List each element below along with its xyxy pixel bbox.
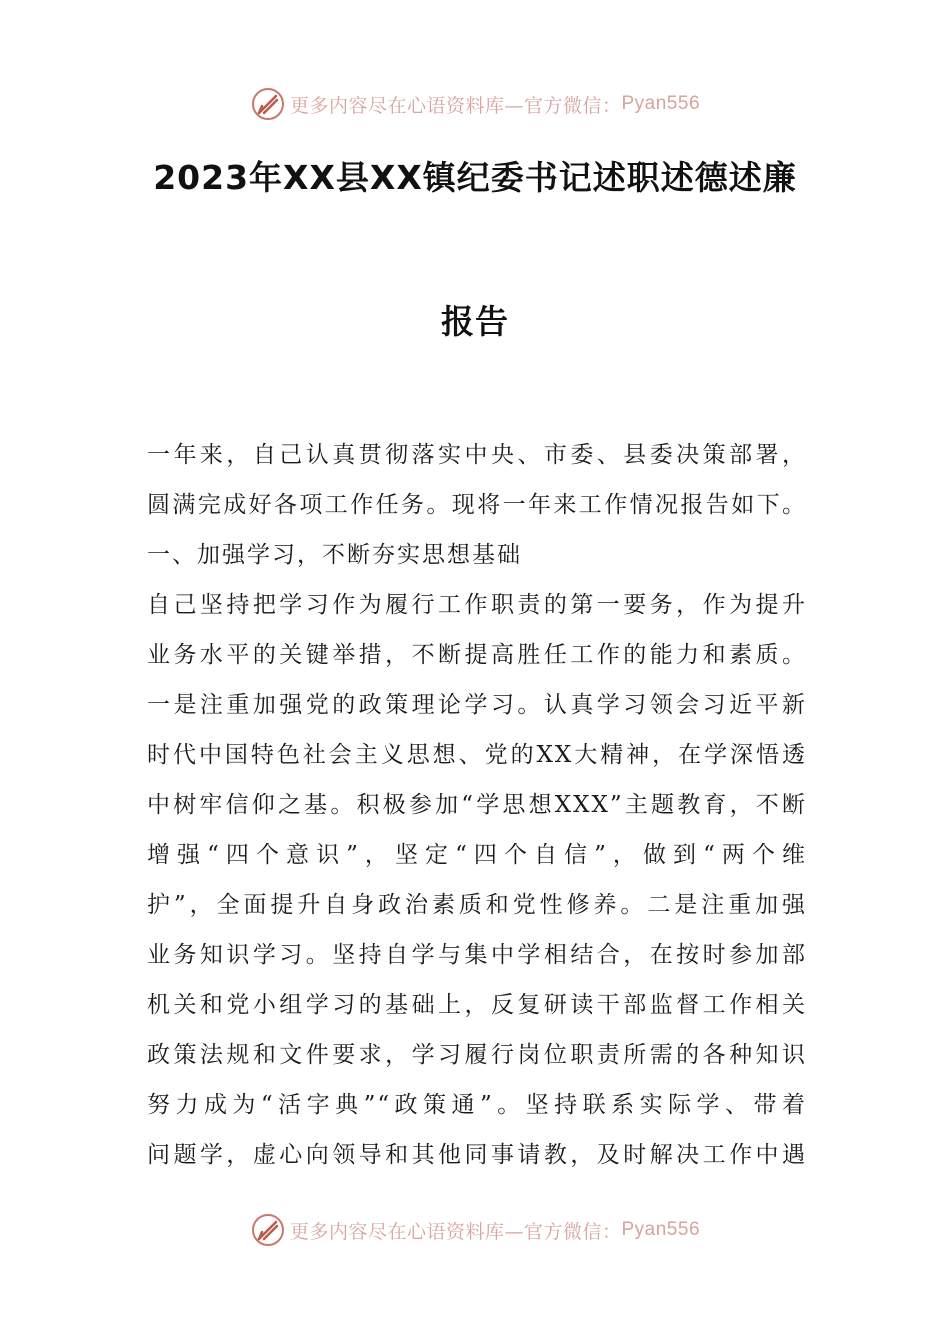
document-title-line-2: 报告 <box>441 302 509 341</box>
footer-watermark-banner <box>0 1210 950 1250</box>
body-line: 问题学，虚心向领导和其他同事请教，及时解决工作中遇 <box>147 1142 807 1168</box>
body-line: 中树牢信仰之基。积极参加“学思想XXX”主题教育，不断 <box>147 792 807 818</box>
section-heading: 一、加强学习，不断夯实思想基础 <box>147 542 522 568</box>
document-title-line-1: 2023年XX县XX镇纪委书记述职述德述廉 <box>153 158 797 197</box>
body-line: 增强“四个意识”，坚定“四个自信”，做到“两个维 <box>147 842 807 868</box>
body-line: 圆满完成好各项工作任务。现将一年来工作情况报告如下。 <box>147 492 807 518</box>
banner-text: 更多内容尽在心语资料库—官方微信： <box>289 94 622 117</box>
body-line: 业务知识学习。坚持自学与集中学相结合，在按时参加部 <box>147 942 807 968</box>
wechat-id: Pyan556 <box>621 1219 701 1240</box>
banner-text: 更多内容尽在心语资料库—官方微信： <box>289 1220 622 1243</box>
body-line: 机关和党小组学习的基础上，反复研读干部监督工作相关 <box>147 992 807 1018</box>
body-line: 一是注重加强党的政策理论学习。认真学习领会习近平新 <box>147 692 807 718</box>
document-body <box>147 430 807 1180</box>
body-line: 业务水平的关键举措，不断提高胜任工作的能力和素质。 <box>147 642 807 668</box>
body-line: 政策法规和文件要求，学习履行岗位职责所需的各种知识 <box>147 1042 807 1068</box>
body-line: 一年来，自己认真贯彻落实中央、市委、县委决策部署， <box>147 442 807 468</box>
body-line: 努力成为“活字典”“政策通”。坚持联系实际学、带着 <box>147 1092 807 1118</box>
body-line: 护”，全面提升自身政治素质和党性修养。二是注重加强 <box>147 892 807 918</box>
quill-logo-icon <box>250 86 286 122</box>
header-watermark-banner <box>0 84 950 124</box>
body-line: 时代中国特色社会主义思想、党的XX大精神，在学深悟透 <box>147 742 807 768</box>
quill-logo-icon <box>250 1212 286 1248</box>
body-line: 自己坚持把学习作为履行工作职责的第一要务，作为提升 <box>147 592 807 618</box>
wechat-id: Pyan556 <box>621 93 701 114</box>
